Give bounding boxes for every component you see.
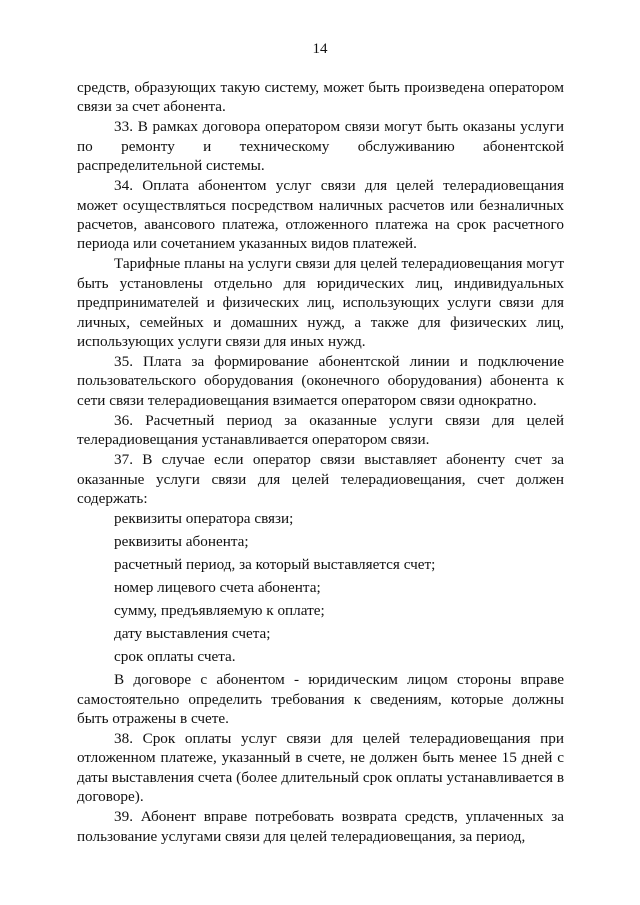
page-number: 14: [312, 41, 328, 57]
paragraph-36: 36. Расчетный период за оказанные услуги связи для целей телерадиовещания устанавливается оператором связи.: [77, 411, 564, 449]
paragraph-legal-entity: В договоре с абонентом - юридическим лицом стороны вправе самостоятельно определить требования к сведениям, которые должны быть отражены в счете.: [77, 671, 564, 727]
paragraph-tariff-plans: Тарифные планы на услуги связи для целей телерадиовещания могут быть установлены отдельно для юридических лиц, индивидуальных предпринимателей и физических лиц, использующих услуги связи для личных, семейных и домашних нужд, а также для физических лиц, использующих услуги связи для иных нужд.: [77, 255, 564, 351]
paragraph-38: 38. Срок оплаты услуг связи для целей телерадиовещания при отложенном платеже, указанный в счете, не должен быть менее 15 дней с даты выставления счета (более длительный срок оплаты устанавливается в договоре).: [77, 729, 564, 806]
list-item: реквизиты оператора связи;: [114, 510, 294, 528]
paragraph-39: 39. Абонент вправе потребовать возврата средств, уплаченных за пользование услугами связи для целей телерадиовещания, за период,: [77, 808, 564, 845]
list-item: расчетный период, за который выставляется счет;: [114, 556, 436, 574]
paragraph-37: 37. В случае если оператор связи выставляет абоненту счет за оказанные услуги связи для целей телерадиовещания, счет должен содержать:: [77, 451, 564, 508]
list-item: реквизиты абонента;: [114, 533, 249, 551]
paragraph-35: 35. Плата за формирование абонентской линии и подключение пользовательского оборудования (оконечного оборудования) абонента к сети связи телерадиовещания взимается оператором связи однократно.: [77, 353, 564, 409]
paragraph-continuation: средств, образующих такую систему, может быть произведена оператором связи за счет абонента.: [77, 79, 564, 116]
document-body: [77, 78, 564, 847]
list-item: срок оплаты счета.: [114, 648, 236, 666]
list-item: номер лицевого счета абонента;: [114, 579, 321, 597]
paragraph-33: 33. В рамках договора оператором связи могут быть оказаны услуги по ремонту и техническому обслуживанию абонентской распределительной системы.: [77, 118, 564, 175]
paragraph-34: 34. Оплата абонентом услуг связи для целей телерадиовещания может осуществляться посредством наличных расчетов или безналичных расчетов, авансового платежа, отложенного платежа на срок расчетного периода или сочетанием указанных видов платежей.: [77, 177, 564, 253]
list-item: сумму, предъявляемую к оплате;: [114, 602, 325, 620]
list-item: дату выставления счета;: [114, 625, 271, 643]
